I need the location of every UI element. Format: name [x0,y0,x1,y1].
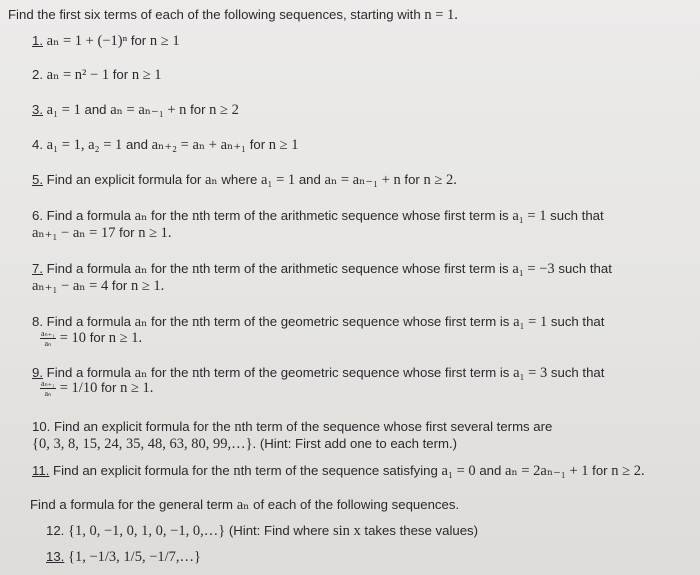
problem-3: 3. a₁ = 1 and aₙ = aₙ₋₁ + n for n ≥ 2 [32,102,239,118]
problem-5: 5. Find an explicit formula for aₙ where a₁ = 1 and aₙ = aₙ₋₁ + n for n ≥ 2. [32,172,457,188]
problem-7: 7. Find a formula aₙ for the nth term of the arithmetic sequence whose first term is a₁ = −3 such that [32,261,612,277]
section-2-heading: Find a formula for the general term aₙ of each of the following sequences. [30,497,460,513]
problem-12: 12. {1, 0, −1, 0, 1, 0, −1, 0,…} (Hint: Find where sin x takes these values) [46,523,479,539]
ratio-fraction: $\frac{\text{aₙ₊₁}}{\text{aₙ}}$ [41,329,55,349]
problem-9: 9. Find a formula aₙ for the nth term of the geometric sequence whose first term is a₁ = 3 such that [32,365,605,381]
problem-6-condition: aₙ₊₁ − aₙ = 17 for n ≥ 1. [32,225,172,241]
problem-10: 10. Find an explicit formula for the nth term of the sequence whose first several terms are [32,419,553,435]
problem-11: 11. Find an explicit formula for the nth term of the sequence satisfying a₁ = 0 and aₙ = 2aₙ₋₁ + 1 for n ≥ 2. [32,463,645,479]
problem-8: 8. Find a formula aₙ for the nth term of the geometric sequence whose first term is a₁ = 1 such that [32,314,605,330]
problem-9-condition: $\frac{\text{aₙ₊₁}}{\text{aₙ}}$ = 1/10 for n ≥ 1. [41,379,154,399]
problem-2: 2. aₙ = n² − 1 for n ≥ 1 [32,67,162,83]
problem-8-condition: $\frac{\text{aₙ₊₁}}{\text{aₙ}}$ = 10 for n ≥ 1. [41,329,143,349]
problem-4: 4. a₁ = 1, a₂ = 1 and aₙ₊₂ = aₙ + aₙ₊₁ for n ≥ 1 [32,137,299,153]
problem-7-condition: aₙ₊₁ − aₙ = 4 for n ≥ 1. [32,278,165,294]
problem-13: 13. {1, −1/3, 1/5, −1/7,…} [46,549,202,565]
ratio-fraction: $\frac{\text{aₙ₊₁}}{\text{aₙ}}$ [41,379,55,399]
problem-6: 6. Find a formula aₙ for the nth term of the arithmetic sequence whose first term is a₁ = 1 such that [32,208,604,224]
problem-10-sequence: {0, 3, 8, 15, 24, 35, 48, 63, 80, 99,…}. (Hint: First add one to each term.) [32,436,458,452]
problem-1: 1. aₙ = 1 + (−1)ⁿ for n ≥ 1 [32,33,180,49]
instructions-heading: Find the first six terms of each of the following sequences, starting with n = 1. [8,7,458,23]
